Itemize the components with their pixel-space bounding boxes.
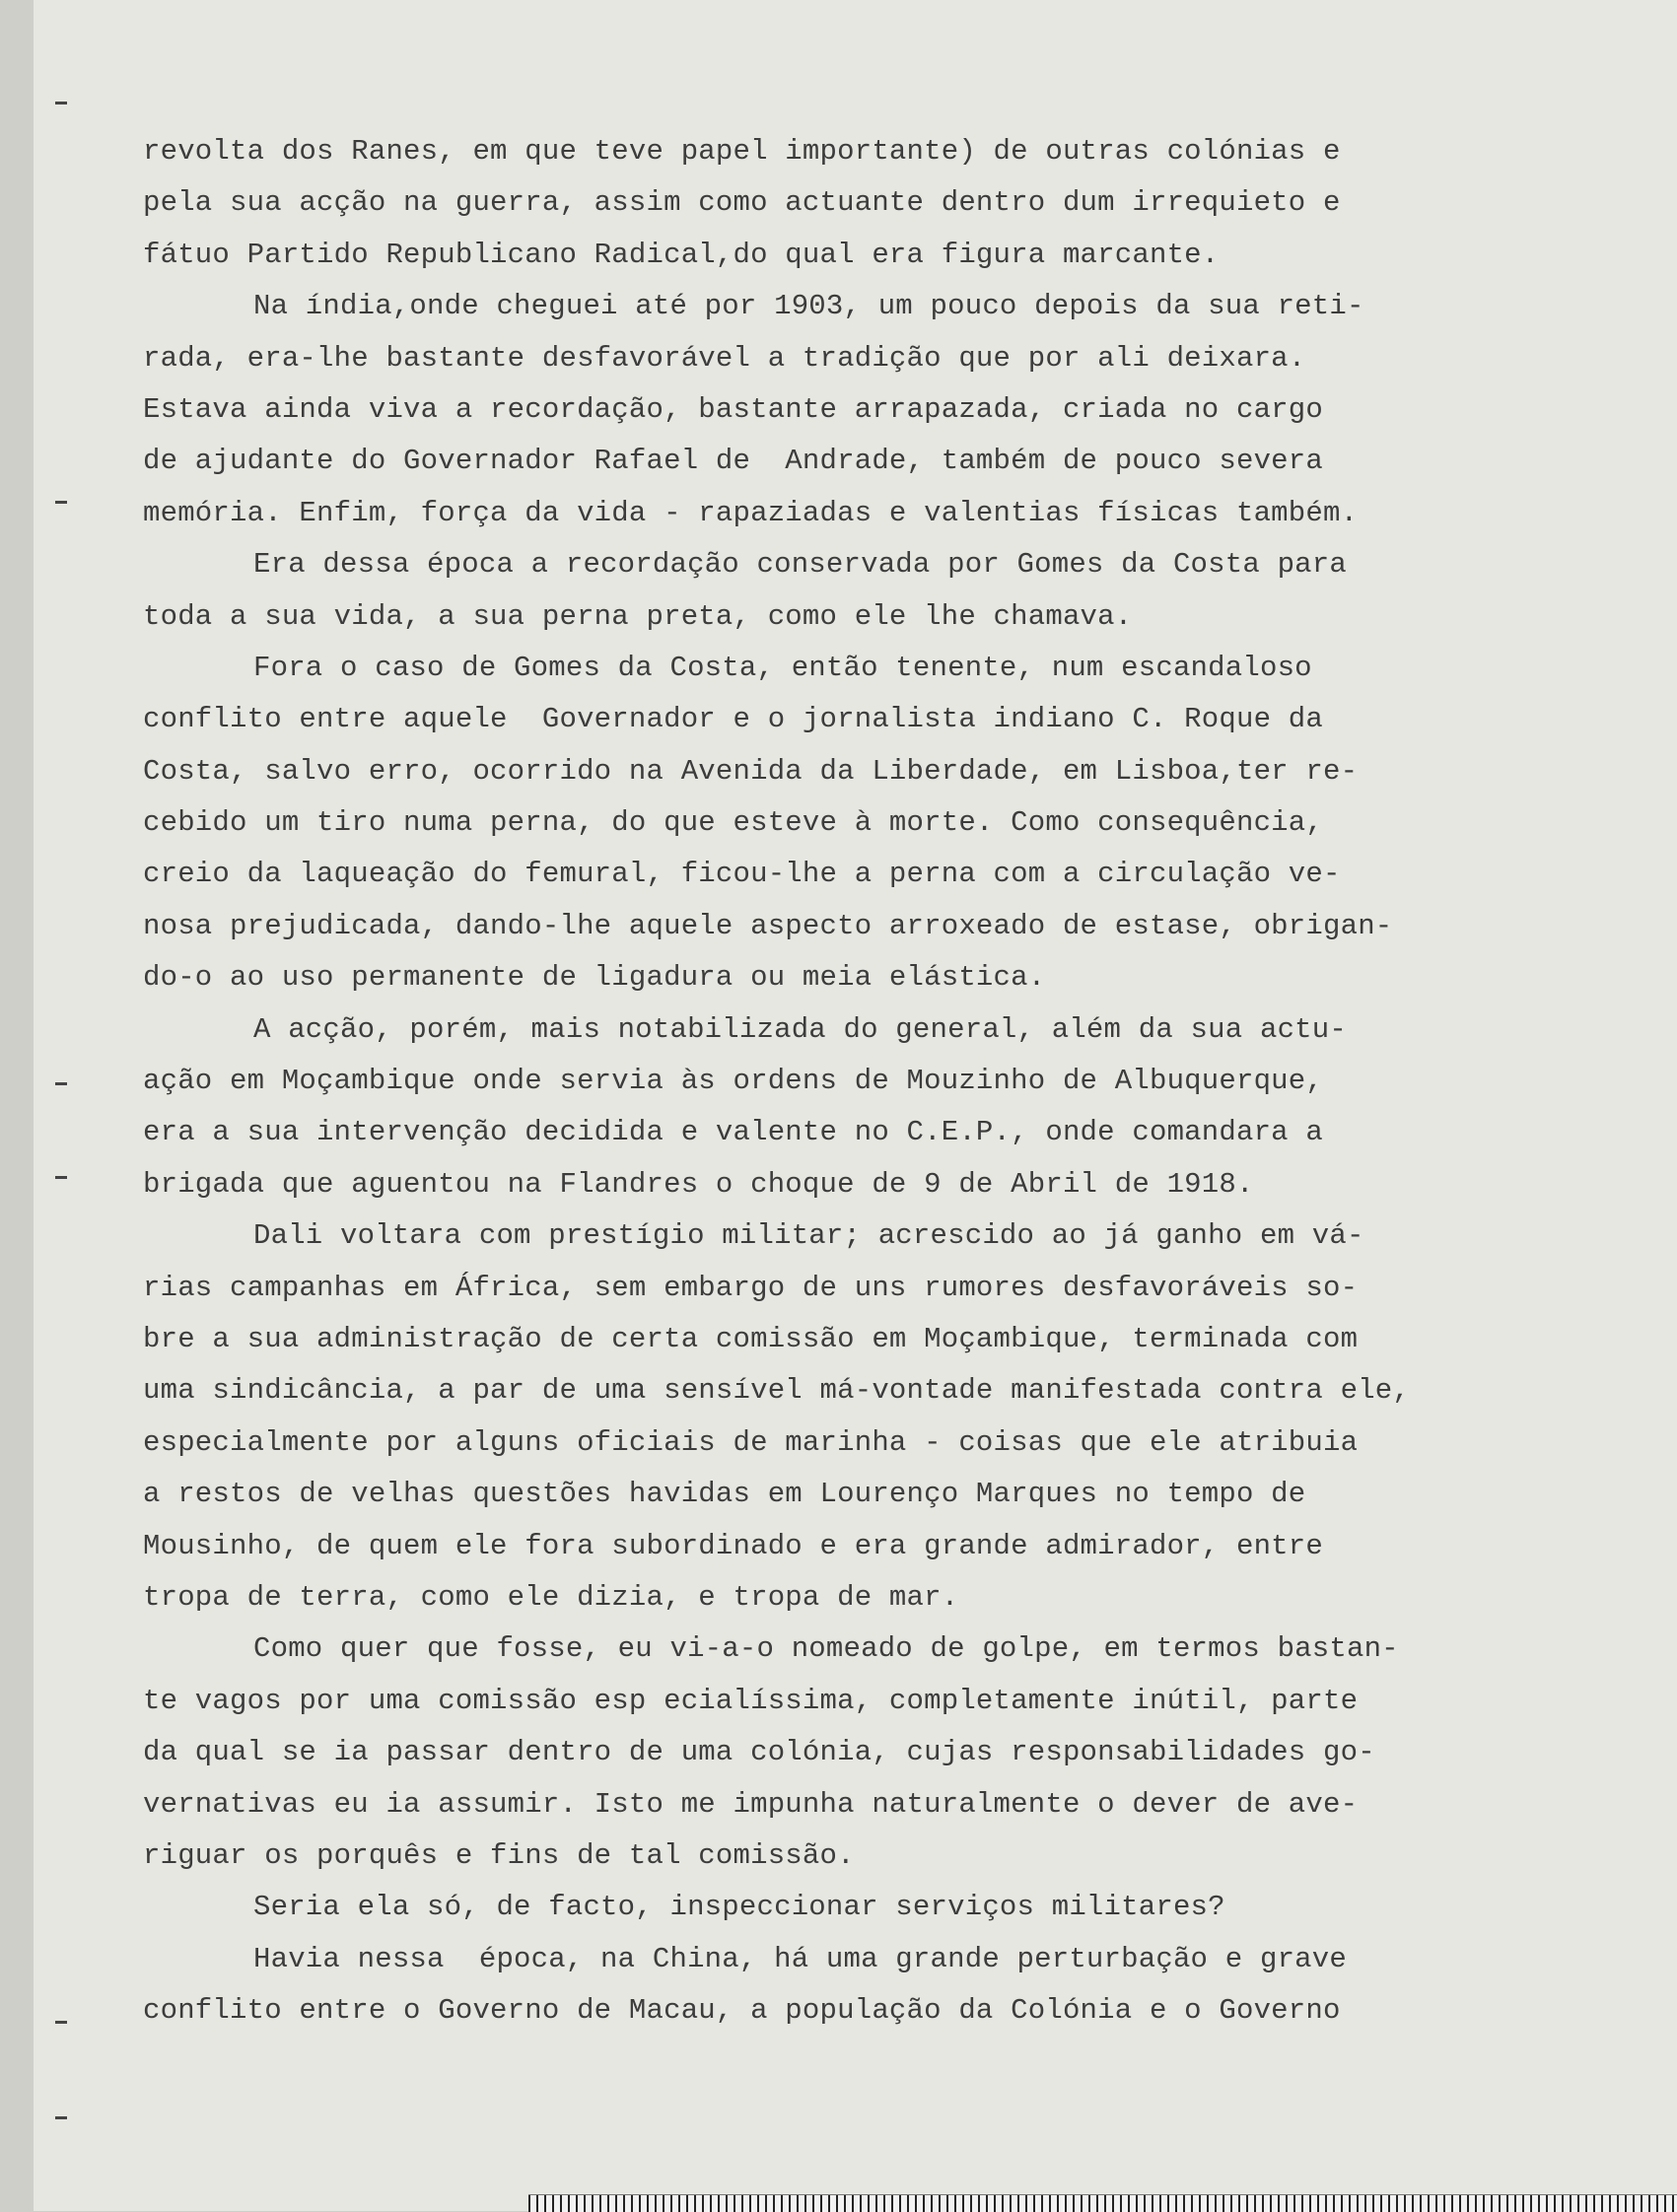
text-line: Mousinho, de quem ele fora subordinado e era grande admirador, entre xyxy=(143,1529,1323,1562)
text-line: conflito entre o Governo de Macau, a população da Colónia e o Governo xyxy=(143,1994,1341,2028)
text-line: Seria ela só, de facto, inspeccionar serviços militares? xyxy=(253,1891,1225,1924)
text-line: Fora o caso de Gomes da Costa, então tenente, num escandaloso xyxy=(253,651,1312,684)
margin-mark xyxy=(55,1176,67,1179)
text-line: especialmente por alguns oficiais de marinha - coisas que ele atribuia xyxy=(143,1425,1359,1459)
typed-text-body xyxy=(143,126,1543,2037)
margin-mark xyxy=(55,102,67,104)
text-line: Havia nessa época, na China, há uma grande perturbação e grave xyxy=(253,1942,1347,1975)
text-line: ação em Moçambique onde servia às ordens de Mouzinho de Albuquerque, xyxy=(143,1065,1323,1098)
text-line: riguar os porquês e fins de tal comissão. xyxy=(143,1838,855,1872)
text-line: do-o ao uso permanente de ligadura ou meia elástica. xyxy=(143,961,1046,995)
text-line: cebido um tiro numa perna, do que esteve à morte. Como consequência, xyxy=(143,806,1323,840)
text-line: Era dessa época a recordação conservada por Gomes da Costa para xyxy=(253,548,1347,582)
margin-mark xyxy=(55,2021,67,2024)
text-line: revolta dos Ranes, em que teve papel importante) de outras colónias e xyxy=(143,135,1341,168)
text-line: Na índia,onde cheguei até por 1903, um pouco depois da sua reti- xyxy=(253,290,1364,323)
text-line: era a sua intervenção decidida e valente no C.E.P., onde comandara a xyxy=(143,1116,1323,1149)
scan-ruler xyxy=(528,2194,1677,2212)
text-line: vernativas eu ia assumir. Isto me impunha naturalmente o dever de ave- xyxy=(143,1787,1359,1821)
text-line: Dali voltara com prestígio militar; acrescido ao já ganho em vá- xyxy=(253,1219,1364,1253)
text-line: nosa prejudicada, dando-lhe aquele aspecto arroxeado de estase, obrigan- xyxy=(143,909,1393,942)
text-line: Como quer que fosse, eu vi-a-o nomeado de golpe, em termos bastan- xyxy=(253,1632,1399,1666)
text-line: de ajudante do Governador Rafael de Andrade, também de pouco severa xyxy=(143,445,1323,478)
text-line: rias campanhas em África, sem embargo de uns rumores desfavoráveis so- xyxy=(143,1271,1359,1304)
text-line: memória. Enfim, força da vida - rapaziadas e valentias físicas também. xyxy=(143,496,1359,529)
text-line: brigada que aguentou na Flandres o choque de 9 de Abril de 1918. xyxy=(143,1167,1254,1201)
margin-mark xyxy=(55,1082,67,1085)
text-line: conflito entre aquele Governador e o jornalista indiano C. Roque da xyxy=(143,703,1323,736)
text-line: Estava ainda viva a recordação, bastante arrapazada, criada no cargo xyxy=(143,392,1323,426)
text-line: a restos de velhas questões havidas em Lourenço Marques no tempo de xyxy=(143,1478,1306,1511)
margin-mark xyxy=(55,501,67,504)
text-line: te vagos por uma comissão esp ecialíssima, completamente inútil, parte xyxy=(143,1684,1359,1717)
text-line: uma sindicância, a par de uma sensível má-vontade manifestada contra ele, xyxy=(143,1374,1411,1408)
text-line: rada, era-lhe bastante desfavorável a tradição que por ali deixara. xyxy=(143,341,1306,375)
text-line: tropa de terra, como ele dizia, e tropa de mar. xyxy=(143,1580,959,1614)
text-line: pela sua acção na guerra, assim como actuante dentro dum irrequieto e xyxy=(143,186,1341,220)
text-line: fátuo Partido Republicano Radical,do qual era figura marcante. xyxy=(143,238,1220,271)
text-line: creio da laqueação do femural, ficou-lhe a perna com a circulação ve- xyxy=(143,858,1341,891)
text-line: Costa, salvo erro, ocorrido na Avenida da Liberdade, em Lisboa,ter re- xyxy=(143,754,1359,788)
text-line: A acção, porém, mais notabilizada do general, além da sua actu- xyxy=(253,1012,1347,1046)
text-line: da qual se ia passar dentro de uma colónia, cujas responsabilidades go- xyxy=(143,1736,1375,1769)
text-line: bre a sua administração de certa comissão em Moçambique, terminada com xyxy=(143,1322,1359,1355)
margin-mark xyxy=(55,2116,67,2119)
text-line: toda a sua vida, a sua perna preta, como ele lhe chamava. xyxy=(143,599,1133,633)
